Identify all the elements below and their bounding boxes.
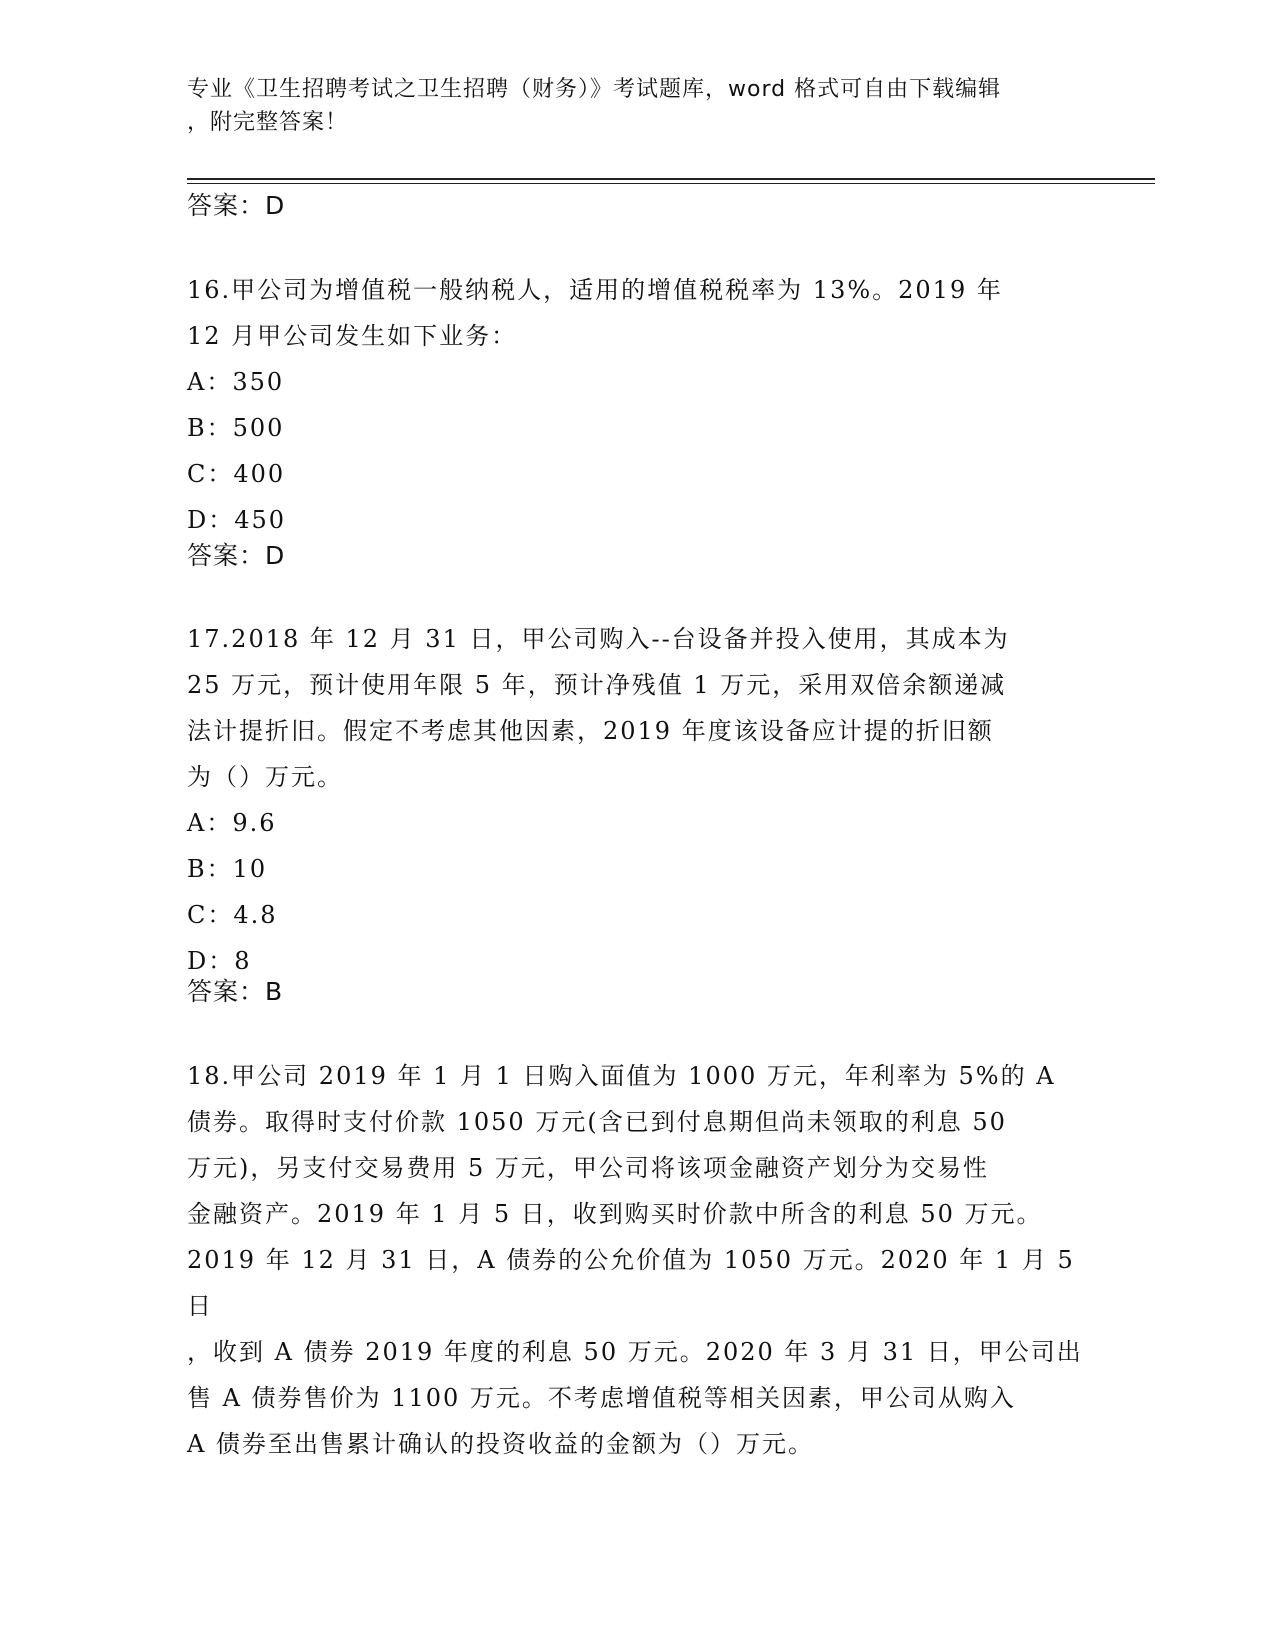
- option-a: A：350: [187, 368, 285, 396]
- question-17-line: 17.2018 年 12 月 31 日，甲公司购入--台设备并投入使用，其成本为: [187, 625, 1010, 653]
- header-divider-thin: [187, 183, 1155, 184]
- question-18-line: 售 A 债券售价为 1100 万元。不考虑增值税等相关因素，甲公司从购入: [187, 1384, 1016, 1412]
- question-17-line: 25 万元，预计使用年限 5 年，预计净残值 1 万元，采用双倍余额递减: [187, 671, 1007, 699]
- answer-previous: 答案：D: [187, 191, 286, 220]
- question-16: [187, 267, 1087, 543]
- header-line-1: 专业《卫生招聘考试之卫生招聘（财务）》考试题库，word 格式可自由下载编辑: [187, 77, 1002, 102]
- option-b: B：10: [187, 855, 268, 883]
- document-header: [187, 73, 1087, 139]
- question-18-line: A 债券至出售累计确认的投资收益的金额为（）万元。: [187, 1430, 814, 1458]
- question-17: [187, 616, 1087, 984]
- option-d: D：450: [187, 506, 287, 534]
- answer-16: 答案：D: [187, 541, 286, 570]
- question-18-line: 金融资产。2019 年 1 月 5 日，收到购买时价款中所含的利息 50 万元。: [187, 1200, 1043, 1228]
- option-c: C：400: [187, 460, 286, 488]
- question-18: [187, 1053, 1087, 1467]
- question-16-line: 12 月甲公司发生如下业务：: [187, 322, 518, 350]
- option-b: B：500: [187, 414, 285, 442]
- question-16-line: 16.甲公司为增值税一般纳税人，适用的增值税税率为 13%。2019 年: [187, 276, 1003, 304]
- header-line-2: ，附完整答案！: [187, 110, 349, 135]
- question-17-line: 为（）万元。: [187, 763, 343, 791]
- option-c: C：4.8: [187, 901, 278, 929]
- question-17-line: 法计提折旧。假定不考虑其他因素，2019 年度该设备应计提的折旧额: [187, 717, 994, 745]
- question-18-line: ，收到 A 债券 2019 年度的利息 50 万元。2020 年 3 月 31 日，甲公司出: [187, 1338, 1083, 1366]
- header-divider-thick: [187, 178, 1155, 180]
- question-18-line: 债券。取得时支付价款 1050 万元(含已到付息期但尚未领取的利息 50: [187, 1108, 1007, 1136]
- option-d: D：8: [187, 947, 252, 975]
- answer-17: 答案：B: [187, 977, 284, 1006]
- question-18-line: 2019 年 12 月 31 日，A 债券的公允价值为 1050 万元。2020 年 1 月 5 日: [187, 1246, 1075, 1320]
- question-18-line: 万元)，另支付交易费用 5 万元，甲公司将该项金融资产划分为交易性: [187, 1154, 989, 1182]
- question-18-line: 18.甲公司 2019 年 1 月 1 日购入面值为 1000 万元，年利率为 5%的 A: [187, 1062, 1056, 1090]
- option-a: A：9.6: [187, 809, 277, 837]
